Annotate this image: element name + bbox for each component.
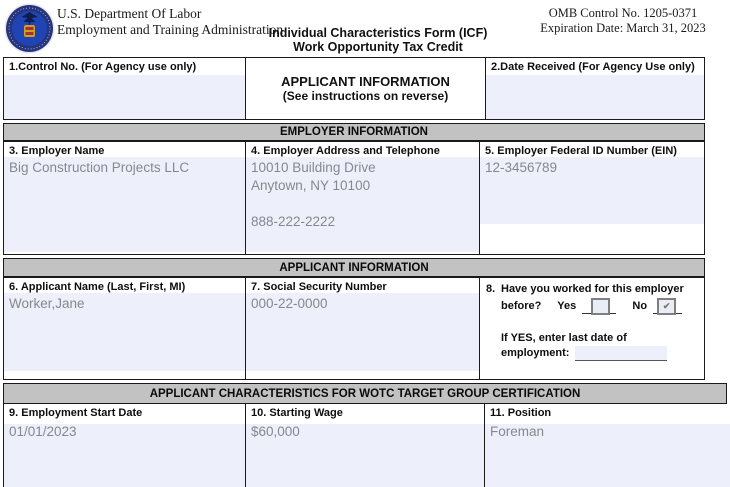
position-value[interactable]: Foreman [490,424,545,439]
applicant-info-title: APPLICANT INFORMATION [281,74,450,89]
employment-label: employment: [501,347,570,359]
if-yes-line [486,331,702,346]
employer-ein-value[interactable]: 12-3456789 [485,160,558,175]
if-yes-bold: If YES, [501,332,536,344]
ssn-cell [246,278,480,379]
form-title-line1: Individual Characteristics Form (ICF) [268,26,488,40]
yes-checkbox[interactable] [591,298,610,315]
section-applicant-information [3,258,705,277]
date-received-cell [486,58,704,119]
section-characteristics [3,383,727,404]
applicant-name-cell [4,278,246,379]
section-characteristics-label: APPLICANT CHARACTERISTICS FOR WOTC TARGET GROUP CERTIFICATION [149,387,581,400]
worked-before-cell [480,278,704,379]
if-yes-rest: enter last date of [535,332,627,344]
last-employment-date-field[interactable] [575,346,667,361]
starting-wage-value[interactable]: $60,000 [251,424,300,439]
control-no-label: 1.Control No. (For Agency use only) [9,61,197,73]
applicant-name-value[interactable]: Worker,Jane [9,296,85,311]
employer-address-blank[interactable] [246,194,479,212]
expiration-date: Expiration Date: March 31, 2023 [540,21,706,35]
yes-label: Yes [557,300,577,312]
employer-address-line1[interactable]: 10010 Building Drive [251,160,376,175]
row-applicant [3,277,705,380]
applicant-name-label: 6. Applicant Name (Last, First, MI) [9,281,186,293]
q8-text-line1: Have you worked for this employer [501,283,684,295]
q8-before-text: before? [501,300,542,312]
omb-control-no: OMB Control No. 1205-0371 [548,6,698,20]
employer-address-label: 4. Employer Address and Telephone [251,145,440,157]
form-title-line2: Work Opportunity Tax Credit [293,40,463,54]
control-no-field[interactable] [4,75,245,119]
start-date-label: 9. Employment Start Date [9,407,143,419]
agency-name [57,6,283,38]
row-control-daterec [3,57,705,120]
control-no-cell [4,58,246,119]
starting-wage-label: 10. Starting Wage [251,407,343,419]
date-received-field[interactable] [486,75,704,119]
row-characteristics [3,404,730,487]
starting-wage-cell [246,404,485,487]
employer-name-cell [4,142,246,254]
form-title [258,26,498,54]
q8-number: 8. [486,283,496,295]
employer-address-line2[interactable]: Anytown, NY 10100 [251,178,371,193]
position-cell [485,404,730,487]
date-received-label: 2.Date Received (For Agency Use only) [491,61,695,73]
employer-name-label: 3. Employer Name [9,145,105,157]
dol-seal-icon [4,3,55,54]
start-date-value[interactable]: 01/01/2023 [9,424,77,439]
section-applicant-label: APPLICANT INFORMATION [279,261,429,274]
row-employer [3,141,705,255]
employer-address-cell [246,142,480,254]
omb-block [518,6,728,36]
applicant-info-header-cell [246,58,486,119]
employer-name-value[interactable]: Big Construction Projects LLC [9,160,190,175]
employer-ein-cell [480,142,704,254]
ssn-label: 7. Social Security Number [251,281,387,293]
ssn-value[interactable]: 000-22-0000 [251,296,328,311]
employment-line [486,346,702,361]
position-label: 11. Position [490,407,552,419]
employer-phone[interactable]: 888-222-2222 [251,214,336,229]
no-label: No [632,300,648,312]
q8-question-line1 [486,282,702,297]
applicant-info-subtitle: (See instructions on reverse) [282,89,449,103]
agency-line2: Employment and Training Administration [57,22,284,37]
agency-line1: U.S. Department Of Labor [57,6,202,21]
section-employer-information [3,123,705,141]
section-employer-label: EMPLOYER INFORMATION [279,126,428,138]
employer-ein-label: 5. Employer Federal ID Number (EIN) [485,145,677,157]
q8-indent [486,297,501,314]
no-checkbox[interactable]: ✔ [657,298,676,315]
q8-question-line2 [486,297,702,314]
start-date-cell [4,404,246,487]
